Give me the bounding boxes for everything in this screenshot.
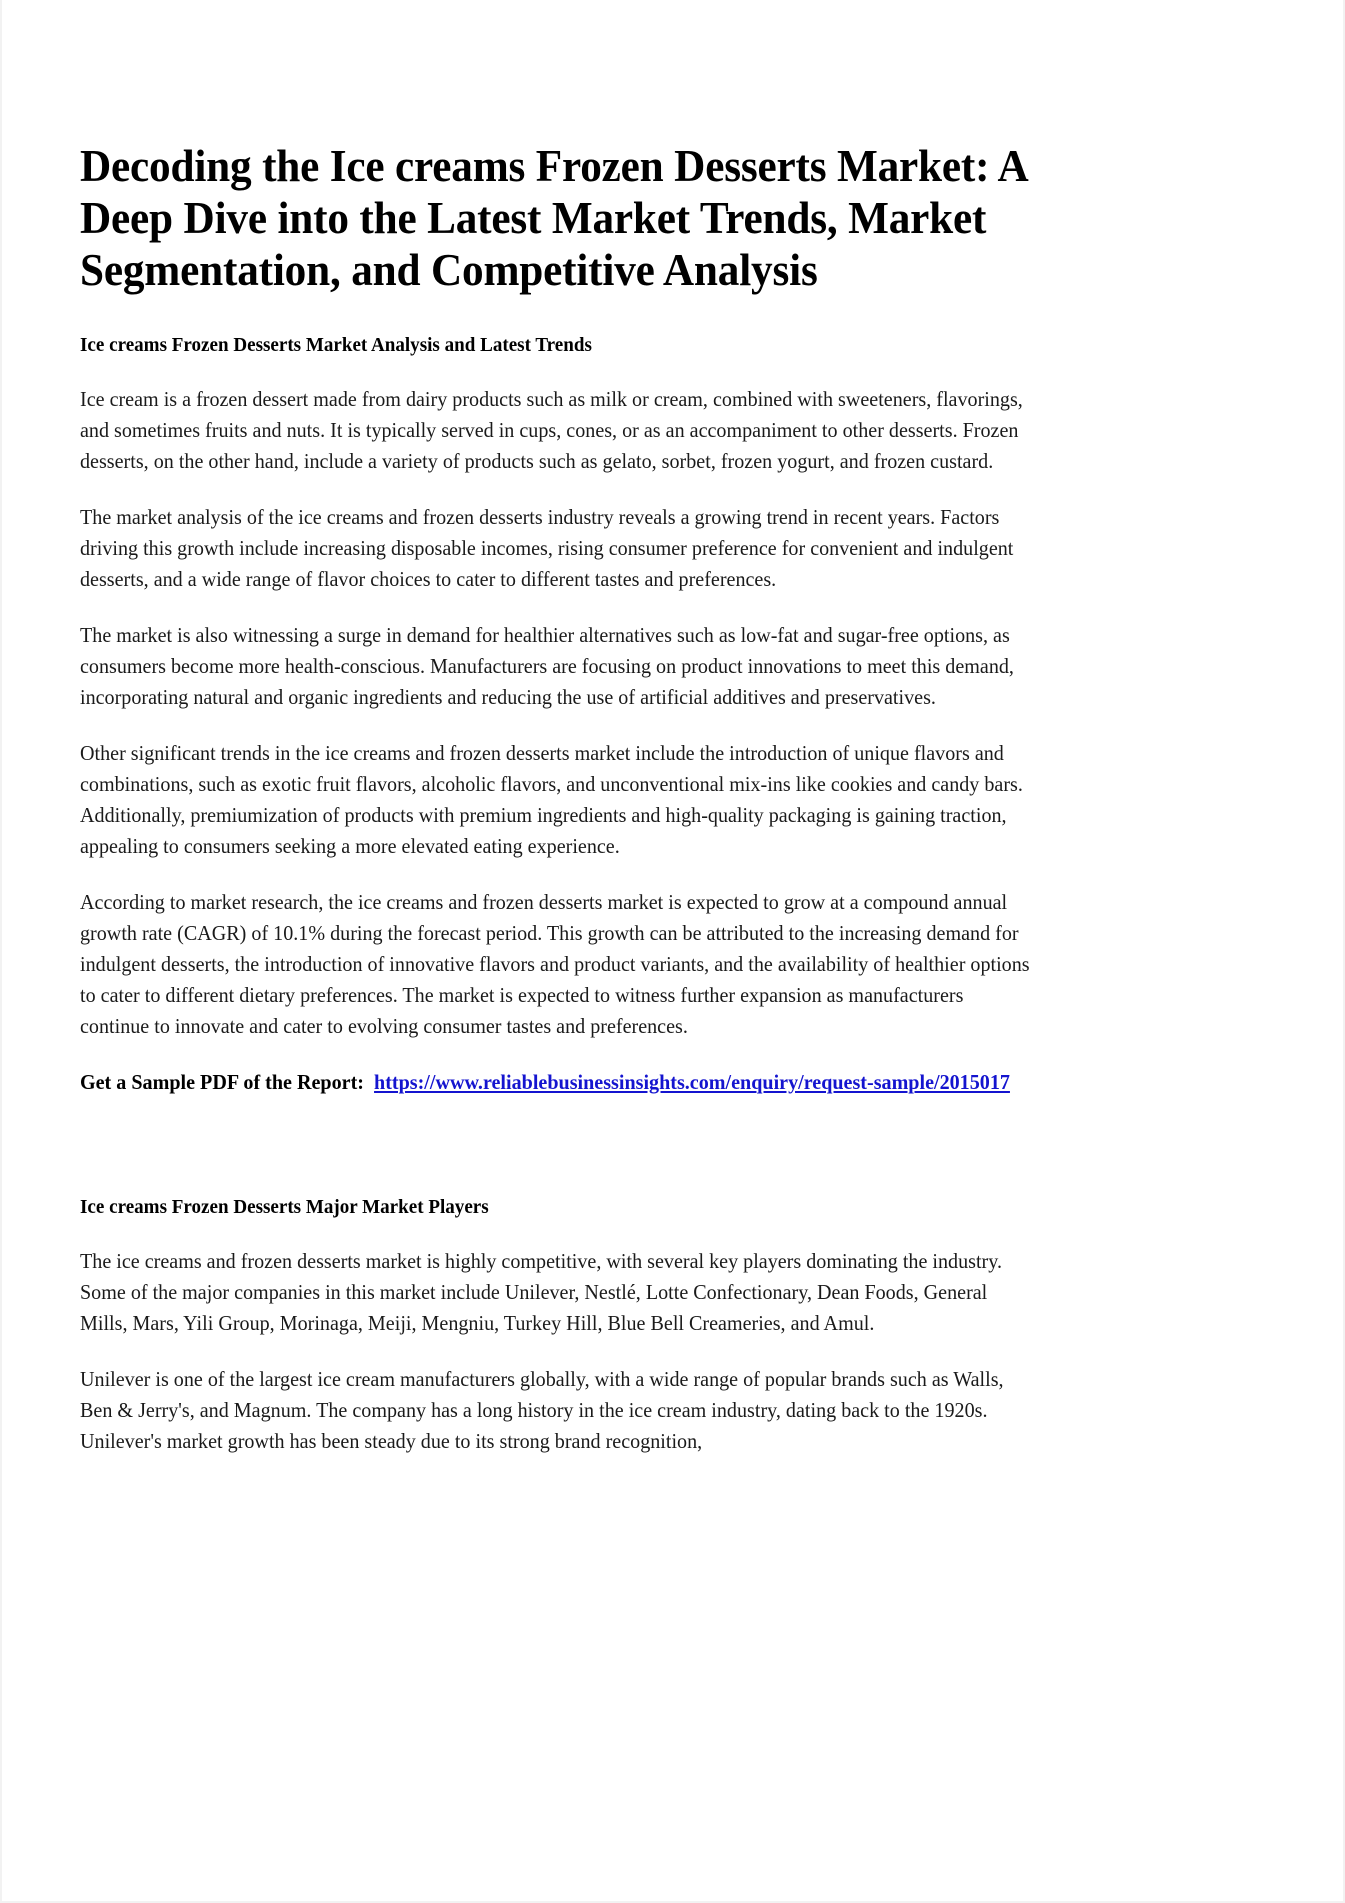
sample-pdf-cta [80,1067,1032,1098]
paragraph-healthier-alternatives: The market is also witnessing a surge in demand for healthier alternatives such as low-fat and sugar-free options, as consumers become more health-conscious. Manufacturers are focusing on product innovations to meet this demand, incorporating natural and organic ingredients and reducing the use of artificial additives and preservatives. [80,623,1014,709]
paragraph-market-analysis: The market analysis of the ice creams and frozen desserts industry reveals a growing trend in recent years. Factors driving this growth include increasing disposable incomes, rising consumer preference for convenient and indulgent desserts, and a wide range of flavor choices to cater to different tastes and preferences. [80,505,1014,591]
paragraph-definition: Ice cream is a frozen dessert made from dairy products such as milk or cream, combined with sweeteners, flavorings, and sometimes fruits and nuts. It is typically served in cups, cones, or as an accompaniment to other desserts. Frozen desserts, on the other hand, include a variety of products such as gelato, sorbet, frozen yogurt, and frozen custard. [80,387,1023,473]
sample-pdf-label: Get a Sample PDF of the Report: [80,1070,364,1094]
section-heading-analysis: Ice creams Frozen Desserts Market Analysis and Latest Trends [80,334,592,356]
spacer [80,595,1032,620]
document-content [80,140,1032,1457]
spacer [80,1339,1032,1364]
spacer [80,296,1032,332]
spacer [80,713,1032,738]
paragraph-trends: Other significant trends in the ice creams and frozen desserts market include the introduction of unique flavors and combinations, such as exotic fruit flavors, alcoholic flavors, and unconventional mix-ins like cookies and candy bars. Additionally, premiumization of products with premium ingredients and high-quality packaging is gaining traction, appealing to consumers seeking a more elevated eating experience. [80,741,1023,858]
page-title: Decoding the Ice creams Frozen Desserts Market: A Deep Dive into the Latest Market Trends, Market Segmentation, and Competitive Analysis [80,140,1027,295]
section-heading-players: Ice creams Frozen Desserts Major Market Players [80,1196,489,1218]
spacer [80,1220,1032,1246]
paragraph-major-players: The ice creams and frozen desserts market is highly competitive, with several key players dominating the industry. Some of the major companies in this market include Unilever, Nestlé, Lotte Confectionary, Dean Foods, General Mills, Mars, Yili Group, Morinaga, Meiji, Mengniu, Turkey Hill, Blue Bell Creameries, and Amul. [80,1249,1003,1335]
paragraph-unilever: Unilever is one of the largest ice cream manufacturers globally, with a wide range of popular brands such as Walls, Ben & Jerry's, and Magnum. The company has a long history in the ice cream industry, dating back to the 1920s. Unilever's market growth has been steady due to its strong brand recognition, [80,1367,1004,1453]
sample-pdf-link[interactable]: https://www.reliablebusinessinsights.com/enquiry/request-sample/2015017 [374,1070,1010,1094]
spacer [80,358,1032,384]
paragraph-cagr-forecast: According to market research, the ice creams and frozen desserts market is expected to grow at a compound annual growth rate (CAGR) of 10.1% during the forecast period. This growth can be attributed to the increasing demand for indulgent desserts, the introduction of innovative flavors and product variants, and the availability of healthier options to cater to different dietary preferences. The market is expected to witness further expansion as manufacturers continue to innovate and cater to evolving consumer tastes and preferences. [80,890,1030,1038]
spacer [80,477,1032,502]
spacer [80,862,1032,887]
page-edge-left [0,0,2,1903]
spacer [80,1042,1032,1067]
spacer [80,1098,1032,1194]
